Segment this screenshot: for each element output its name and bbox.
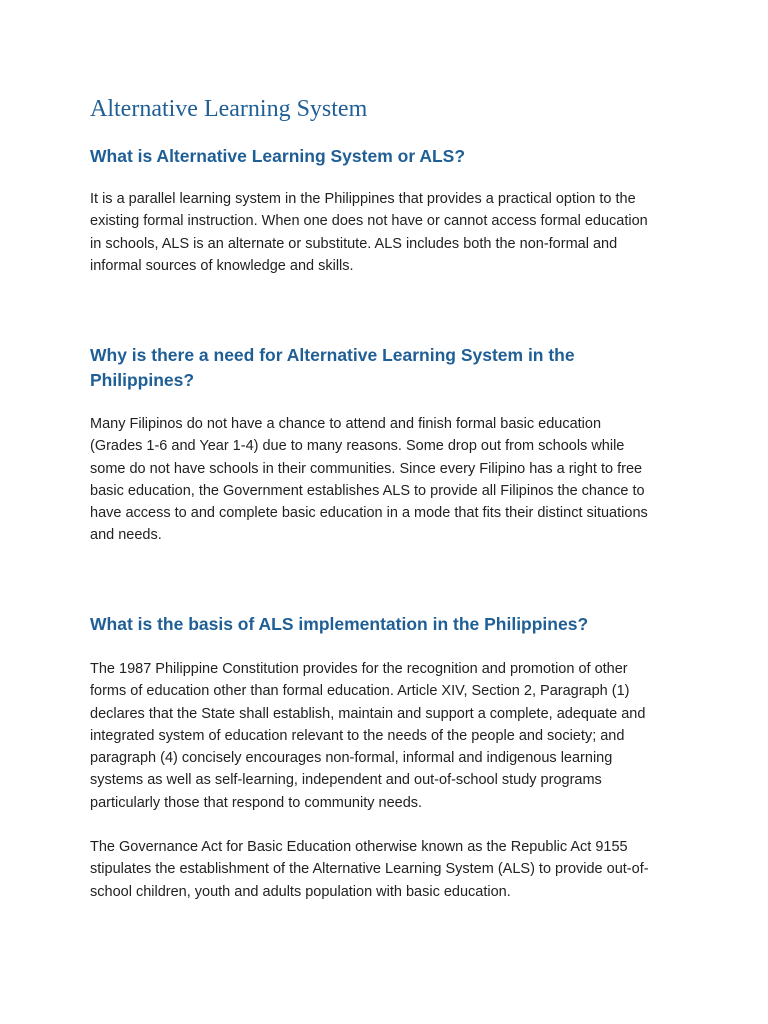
heading-line: What is the basis of ALS implementation in the Philippines? <box>90 614 589 634</box>
paragraph-line: Many Filipinos do not have a chance to attend and finish formal basic education <box>90 416 602 432</box>
paragraph-line: particularly those that respond to community needs. <box>90 794 423 811</box>
paragraph-line: and needs. <box>90 527 162 544</box>
heading-line: Philippines? <box>90 370 195 390</box>
paragraph-line: The Governance Act for Basic Education otherwise known as the Republic Act 9155 <box>90 839 628 855</box>
section-heading-why-need-als <box>90 343 690 393</box>
paragraph-line: existing formal instruction. When one does not have or cannot access formal education <box>90 213 648 230</box>
paragraph-line: in schools, ALS is an alternate or substitute. ALS includes both the non-formal and <box>90 235 618 252</box>
section-heading-what-is-als <box>90 144 690 169</box>
paragraph-line: paragraph (4) concisely encourages non-formal, informal and indigenous learning <box>90 750 613 767</box>
paragraph-republic-act-9155 <box>90 836 690 903</box>
document-title: Alternative Learning System <box>90 96 368 122</box>
section-heading-basis-of-als <box>90 612 690 637</box>
paragraph-line: informal sources of knowledge and skills. <box>90 257 354 274</box>
paragraph-line: integrated system of education relevant to the needs of the people and society; and <box>90 727 625 744</box>
heading-line: Why is there a need for Alternative Learning System in the <box>90 345 575 365</box>
paragraph-line: stipulates the establishment of the Alternative Learning System (ALS) to provide out-of- <box>90 861 649 878</box>
paragraph-line: school children, youth and adults population with basic education. <box>90 883 511 900</box>
paragraph-als-definition <box>90 188 690 277</box>
paragraph-line: systems as well as self-learning, independent and out-of-school study programs <box>90 772 602 789</box>
paragraph-line: basic education, the Government establishes ALS to provide all Filipinos the chance to <box>90 482 645 499</box>
paragraph-line: It is a parallel learning system in the Philippines that provides a practical option to the <box>90 191 636 207</box>
paragraph-line: The 1987 Philippine Constitution provides for the recognition and promotion of other <box>90 661 628 677</box>
heading-line: What is Alternative Learning System or ALS? <box>90 146 466 166</box>
paragraph-line: (Grades 1-6 and Year 1-4) due to many reasons. Some drop out from schools while <box>90 438 625 455</box>
paragraph-line: declares that the State shall establish, maintain and support a complete, adequate and <box>90 705 646 722</box>
paragraph-line: have access to and complete basic education in a mode that fits their distinct situations <box>90 505 648 522</box>
paragraph-line: forms of education other than formal education. Article XIV, Section 2, Paragraph (1) <box>90 683 630 700</box>
paragraph-constitution-basis <box>90 658 690 814</box>
paragraph-line: some do not have schools in their communities. Since every Filipino has a right to free <box>90 460 643 477</box>
paragraph-why-need-als <box>90 413 690 547</box>
